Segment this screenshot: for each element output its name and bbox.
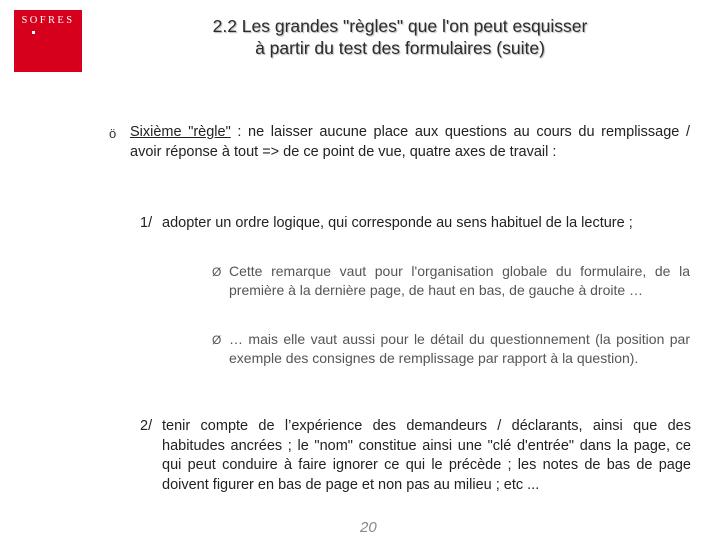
item-2-text: tenir compte de l’expérience des demandeurs / déclarants, ainsi que des habitudes ancrées ; le "nom" constitue ainsi une "clé d'entrée" dans la page, ce qui peut conduire à faire ignorer ce qui le précède ; les notes de bas de page doivent figurer en bas de page et non pas au milieu ; etc ... [162, 418, 691, 493]
title-line-1: 2.2 Les grandes "règles" que l'on peut esquisser [212, 16, 588, 36]
subpoint-2-text: … mais elle vaut aussi pour le détail du questionnement (la position par exemple des consignes de remplissage par rapport à la question). [229, 331, 690, 366]
arrow-bullet-icon: Ø [212, 333, 222, 347]
page-number: 20 [360, 519, 377, 536]
main-point-text [130, 123, 690, 162]
main-bullet-icon: ö [109, 126, 117, 141]
rule-heading: Sixième "règle" [130, 124, 231, 140]
item-1-number: 1/ [140, 215, 153, 231]
title-line-2: à partir du test des formulaires (suite) [255, 38, 545, 58]
item-1-text: adopter un ordre logique, qui corresponde au sens habituel de la lecture ; [162, 215, 633, 231]
rule-description: : ne laisser aucune place aux questions au cours du remplissage / avoir réponse à tout => de ce point de vue, quatre axes de travail : [130, 124, 691, 160]
slide-title [100, 15, 700, 59]
subpoint-1-text: Cette remarque vaut pour l'organisation globale du formulaire, de la première à la dernière page, de haut en bas, de gauche à droite … [229, 263, 690, 298]
arrow-bullet-icon: Ø [212, 265, 222, 279]
item-2-number: 2/ [140, 418, 153, 434]
logo-dot [32, 31, 35, 34]
sofres-logo [14, 10, 82, 72]
logo-text: SOFRES [21, 15, 75, 26]
